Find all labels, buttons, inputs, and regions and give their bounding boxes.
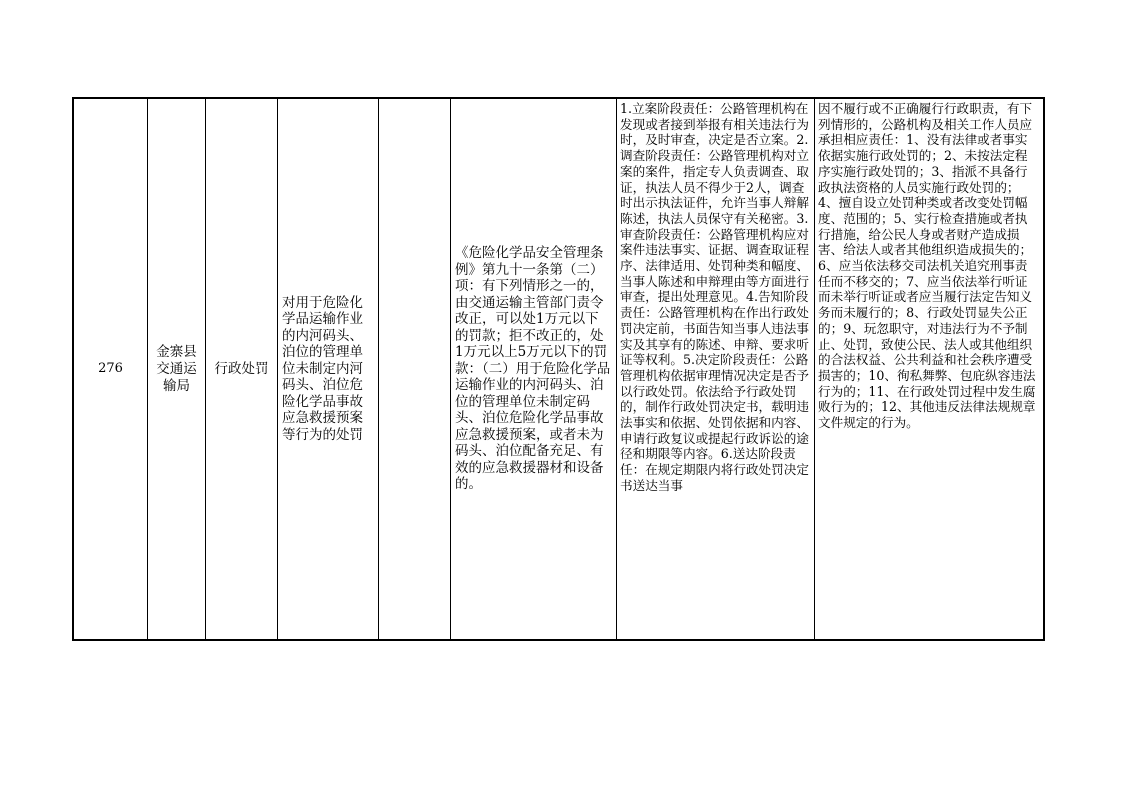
accountability-cell xyxy=(815,99,1043,639)
responsibility-cell xyxy=(617,99,815,639)
row-number-cell xyxy=(74,99,148,639)
code-cell xyxy=(379,99,451,639)
department-name: 金寨县交通运输局 xyxy=(156,343,197,394)
item-name-cell xyxy=(278,99,379,639)
power-category: 行政处罚 xyxy=(214,361,269,377)
responsibility-items: 1.立案阶段责任：公路管理机构在发现或者接到举报有相关违法行为时，及时审查，决定是否立案。2.调查阶段责任：公路管理机构对立案的案件，指定专人负责调查、取证，执法人员不得少于2人，调查时出示执法证件，允许当事人辩解陈述，执法人员保守有关秘密。3.审查阶段责任：公路管理机构应对案件违法事实、证据、调查取证程序、法律适用、处罚种类和幅度、当事人陈述和申辩理由等方面进行审查，提出处理意见。4.告知阶段责任：公路管理机构在作出行政处罚决定前，书面告知当事人违法事实及其享有的陈述、申辩、要求听证等权利。5.决定阶段责任：公路管理机构依据审理情况决定是否予以行政处罚。依法给予行政处罚的，制作行政处罚决定书，载明违法事实和依据、处罚依据和内容、申请行政复议或提起行政诉讼的途径和期限等内容。6.送达阶段责任：在规定期限内将行政处罚决定书送达当事 xyxy=(620,101,809,493)
row-number: 276 xyxy=(98,361,123,376)
category-cell xyxy=(206,99,278,639)
legal-basis: 《危险化学品安全管理条例》第九十一条第（二）项：有下列情形之一的，由交通运输主管部门责令改正，可以处1万元以下的罚款；拒不改正的，处1万元以上5万元以下的罚款：（二）用于危险化学品运输作业的内河码头、泊位的管理单位未制定码头、泊位危险化学品事故应急救援预案，或者未为码头、泊位配备充足、有效的应急救援器材和设备的。 xyxy=(455,245,611,493)
department-cell xyxy=(148,99,206,639)
accountability-items: 因不履行或不正确履行行政职责，有下列情形的，公路机构及相关工作人员应承担相应责任：1、没有法律或者事实依据实施行政处罚的；2、未按法定程序实施行政处罚的；3、指派不具备行政执法资格的人员实施行政处罚的；4、擅自设立处罚种类或者改变处罚幅度、范围的；5、实行检查措施或者执行措施，给公民人身或者财产造成损害、给法人或者其他组织造成损失的；6、应当依法移交司法机关追究刑事责任而不移交的；7、应当依法举行听证而未举行听证或者应当履行法定告知义务而未履行的；8、行政处罚显失公正的；9、玩忽职守，对违法行为不予制止、处罚，致使公民、法人或其他组织的合法权益、公共利益和社会秩序遭受损害的；10、徇私舞弊、包庇纵容违法行为的；11、在行政处罚过程中发生腐败行为的；12、其他违反法律法规规章文件规定的行为。 xyxy=(818,101,1036,431)
item-name: 对用于危险化学品运输作业的内河码头、泊位的管理单位未制定内河码头、泊位危险化学品事故应急救援预案等行为的处罚 xyxy=(282,294,363,443)
legal-basis-cell xyxy=(451,99,617,639)
power-list-table xyxy=(72,97,1045,641)
